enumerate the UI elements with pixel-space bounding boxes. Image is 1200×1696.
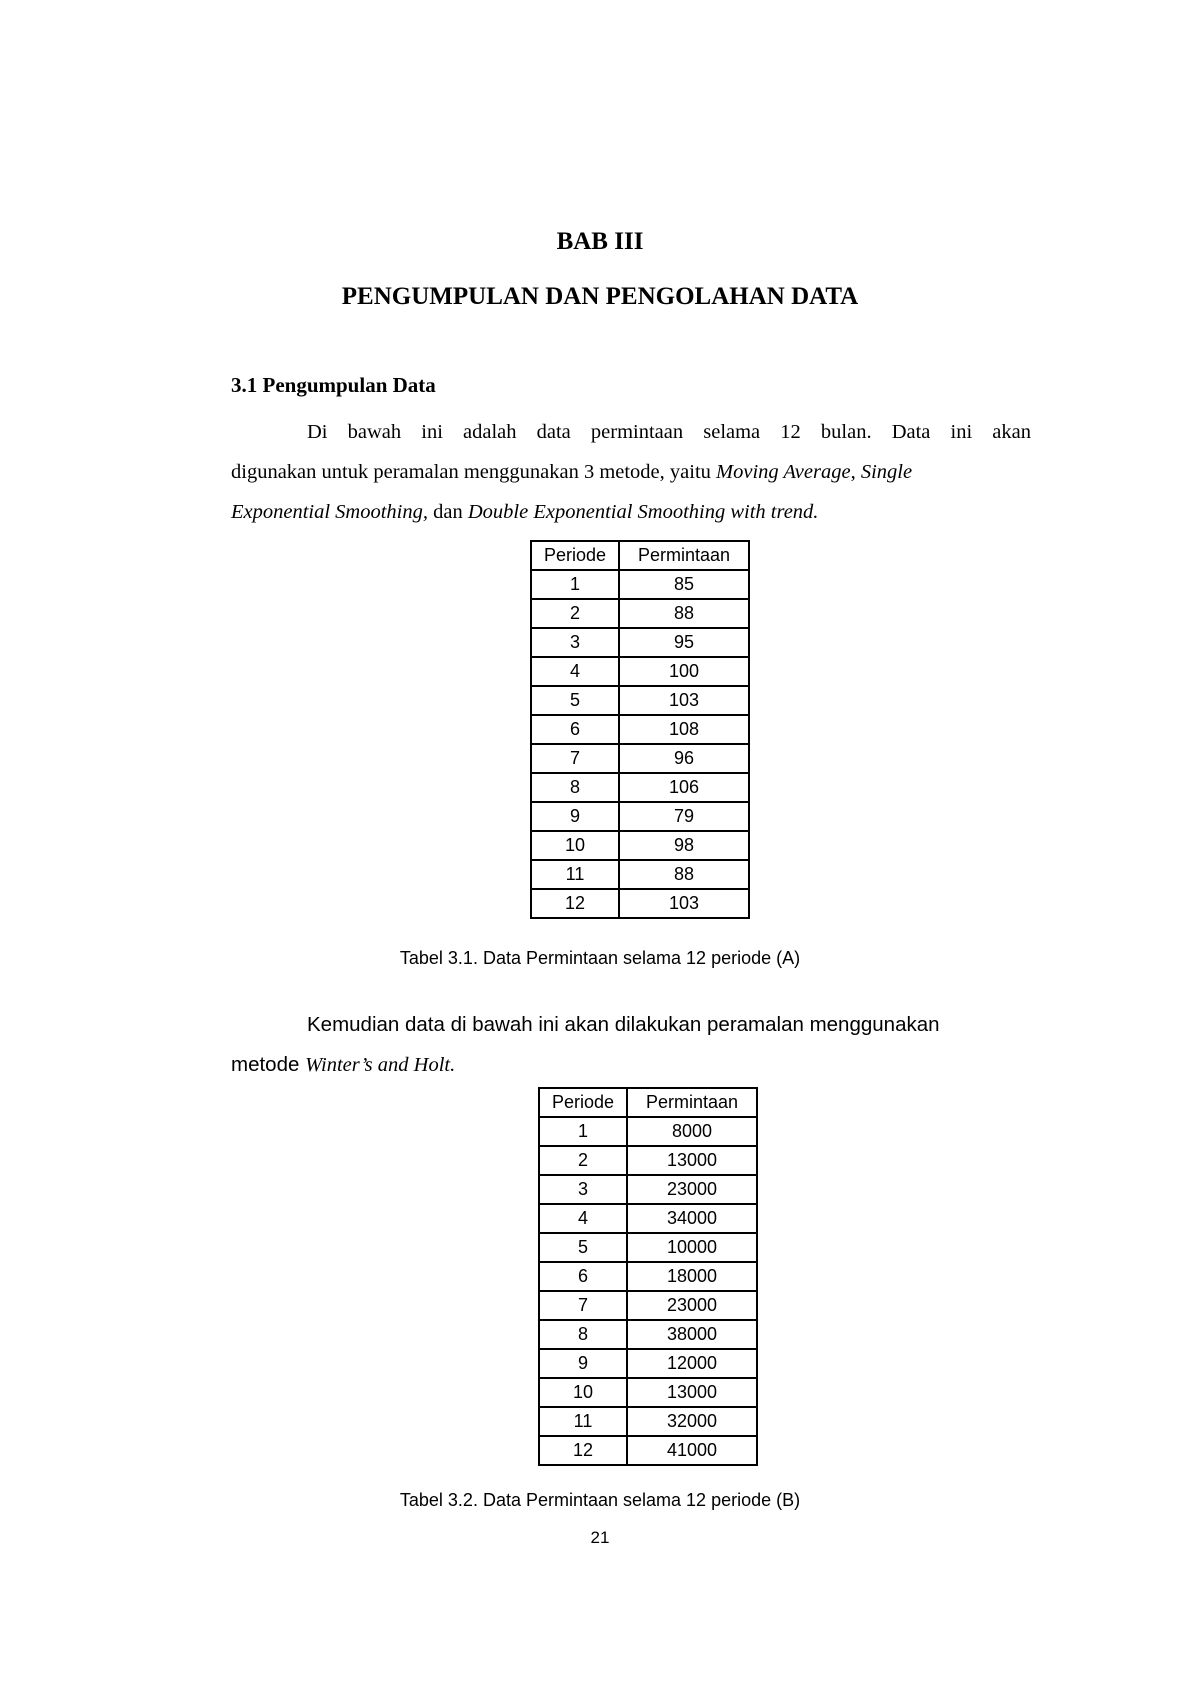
cell-permintaan: 95	[619, 628, 749, 657]
cell-permintaan: 41000	[627, 1436, 757, 1465]
method-winters-holt: Winter’s and Holt.	[305, 1054, 456, 1076]
demand-table-a	[530, 540, 750, 919]
cell-permintaan: 100	[619, 657, 749, 686]
intro-paragraph	[231, 412, 1031, 532]
table-row	[531, 802, 749, 831]
demand-table-b	[538, 1087, 758, 1466]
table-header-row	[539, 1088, 757, 1117]
page-number: 21	[590, 1528, 610, 1547]
cell-permintaan: 32000	[627, 1407, 757, 1436]
table-row	[539, 1175, 757, 1204]
cell-permintaan: 96	[619, 744, 749, 773]
cell-periode: 8	[539, 1320, 627, 1349]
paragraph-line	[231, 452, 1031, 492]
cell-permintaan: 13000	[627, 1378, 757, 1407]
header-periode: Periode	[531, 541, 619, 570]
cell-permintaan: 88	[619, 860, 749, 889]
cell-permintaan: 23000	[627, 1175, 757, 1204]
cell-periode: 4	[531, 657, 619, 686]
header-periode: Periode	[539, 1088, 627, 1117]
cell-permintaan: 88	[619, 599, 749, 628]
method-exponential-smoothing: Exponential Smoothing,	[231, 501, 429, 523]
paragraph-line	[231, 1045, 1031, 1085]
cell-periode: 2	[531, 599, 619, 628]
method-single: Single	[860, 461, 913, 483]
cell-periode: 9	[539, 1349, 627, 1378]
cell-periode: 2	[539, 1146, 627, 1175]
chapter-number: BAB III	[556, 228, 644, 255]
cell-permintaan: 10000	[627, 1233, 757, 1262]
cell-periode: 11	[531, 860, 619, 889]
table-row	[539, 1378, 757, 1407]
cell-permintaan: 23000	[627, 1291, 757, 1320]
cell-permintaan: 38000	[627, 1320, 757, 1349]
cell-periode: 7	[539, 1291, 627, 1320]
table-b-caption: Tabel 3.2. Data Permintaan selama 12 periode (B)	[399, 1490, 801, 1510]
cell-periode: 4	[539, 1204, 627, 1233]
table-a-caption: Tabel 3.1. Data Permintaan selama 12 periode (A)	[399, 948, 801, 968]
table-row	[539, 1204, 757, 1233]
table-row	[539, 1320, 757, 1349]
header-permintaan: Permintaan	[627, 1088, 757, 1117]
cell-permintaan: 103	[619, 889, 749, 918]
table-header-row	[531, 541, 749, 570]
table-a-body	[531, 570, 749, 918]
table-row	[539, 1436, 757, 1465]
cell-permintaan: 79	[619, 802, 749, 831]
cell-periode: 5	[531, 686, 619, 715]
header-permintaan: Permintaan	[619, 541, 749, 570]
table-row	[531, 889, 749, 918]
cell-permintaan: 13000	[627, 1146, 757, 1175]
cell-periode: 6	[539, 1262, 627, 1291]
cell-periode: 10	[531, 831, 619, 860]
paragraph-line	[231, 492, 1031, 532]
cell-periode: 3	[539, 1175, 627, 1204]
paragraph-text: ,	[850, 461, 861, 483]
cell-periode: 6	[531, 715, 619, 744]
paragraph-line: Di bawah ini adalah data permintaan selama 12 bulan. Data ini akan	[307, 421, 1031, 443]
table-row	[531, 657, 749, 686]
cell-permintaan: 18000	[627, 1262, 757, 1291]
cell-periode: 9	[531, 802, 619, 831]
table-row	[531, 831, 749, 860]
cell-permintaan: 108	[619, 715, 749, 744]
table-row	[531, 744, 749, 773]
method-moving-average: Moving Average	[716, 461, 851, 483]
method-double-exponential: Double Exponential Smoothing with trend.	[467, 501, 819, 523]
chapter-title: PENGUMPULAN DAN PENGOLAHAN DATA	[341, 283, 859, 310]
cell-permintaan: 8000	[627, 1117, 757, 1146]
cell-periode: 3	[531, 628, 619, 657]
table-row	[539, 1407, 757, 1436]
cell-periode: 12	[539, 1436, 627, 1465]
table-row	[531, 715, 749, 744]
table-b-body	[539, 1117, 757, 1465]
cell-periode: 10	[539, 1378, 627, 1407]
cell-periode: 5	[539, 1233, 627, 1262]
table-row	[539, 1233, 757, 1262]
cell-permintaan: 12000	[627, 1349, 757, 1378]
paragraph-text: dan	[428, 501, 468, 523]
paragraph-line: Kemudian data di bawah ini akan dilakukan peramalan menggunakan	[307, 1013, 940, 1036]
cell-permintaan: 85	[619, 570, 749, 599]
table-row	[531, 599, 749, 628]
cell-periode: 1	[539, 1117, 627, 1146]
table-row	[539, 1291, 757, 1320]
table-row	[531, 686, 749, 715]
table-row	[531, 860, 749, 889]
table-row	[539, 1262, 757, 1291]
cell-periode: 1	[531, 570, 619, 599]
paragraph-text: metode	[231, 1053, 306, 1076]
cell-permintaan: 34000	[627, 1204, 757, 1233]
table-row	[539, 1146, 757, 1175]
cell-periode: 12	[531, 889, 619, 918]
table-row	[539, 1117, 757, 1146]
cell-permintaan: 103	[619, 686, 749, 715]
cell-periode: 8	[531, 773, 619, 802]
paragraph-text: digunakan untuk peramalan menggunakan 3 metode, yaitu	[231, 461, 717, 483]
table-row	[539, 1349, 757, 1378]
table-row	[531, 628, 749, 657]
cell-permintaan: 98	[619, 831, 749, 860]
cell-permintaan: 106	[619, 773, 749, 802]
cell-periode: 7	[531, 744, 619, 773]
cell-periode: 11	[539, 1407, 627, 1436]
table-row	[531, 773, 749, 802]
section-heading: 3.1 Pengumpulan Data	[231, 373, 436, 397]
second-paragraph	[231, 1005, 1031, 1085]
table-row	[531, 570, 749, 599]
